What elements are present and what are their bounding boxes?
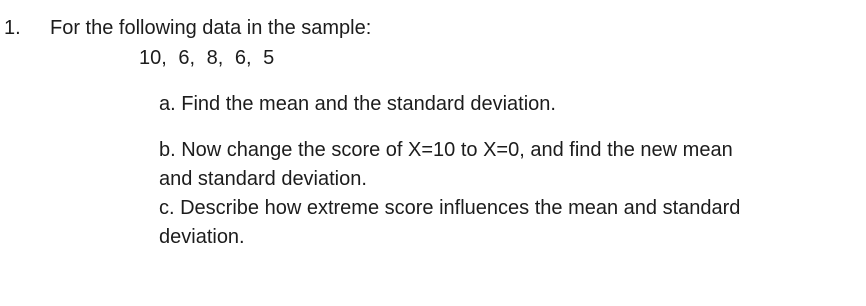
problem-intro: For the following data in the sample: (50, 17, 372, 39)
question-part-c-line-2: deviation. (159, 226, 245, 248)
sample-data-values: 10, 6, 8, 6, 5 (139, 47, 275, 69)
question-part-b-line-1: b. Now change the score of X=10 to X=0, and find the new mean (159, 139, 733, 161)
question-part-c-line-1: c. Describe how extreme score influences the mean and standard (159, 197, 741, 219)
question-part-b-line-2: and standard deviation. (159, 168, 367, 190)
question-part-a: a. Find the mean and the standard deviation. (159, 93, 556, 115)
problem-number: 1. (4, 17, 21, 39)
